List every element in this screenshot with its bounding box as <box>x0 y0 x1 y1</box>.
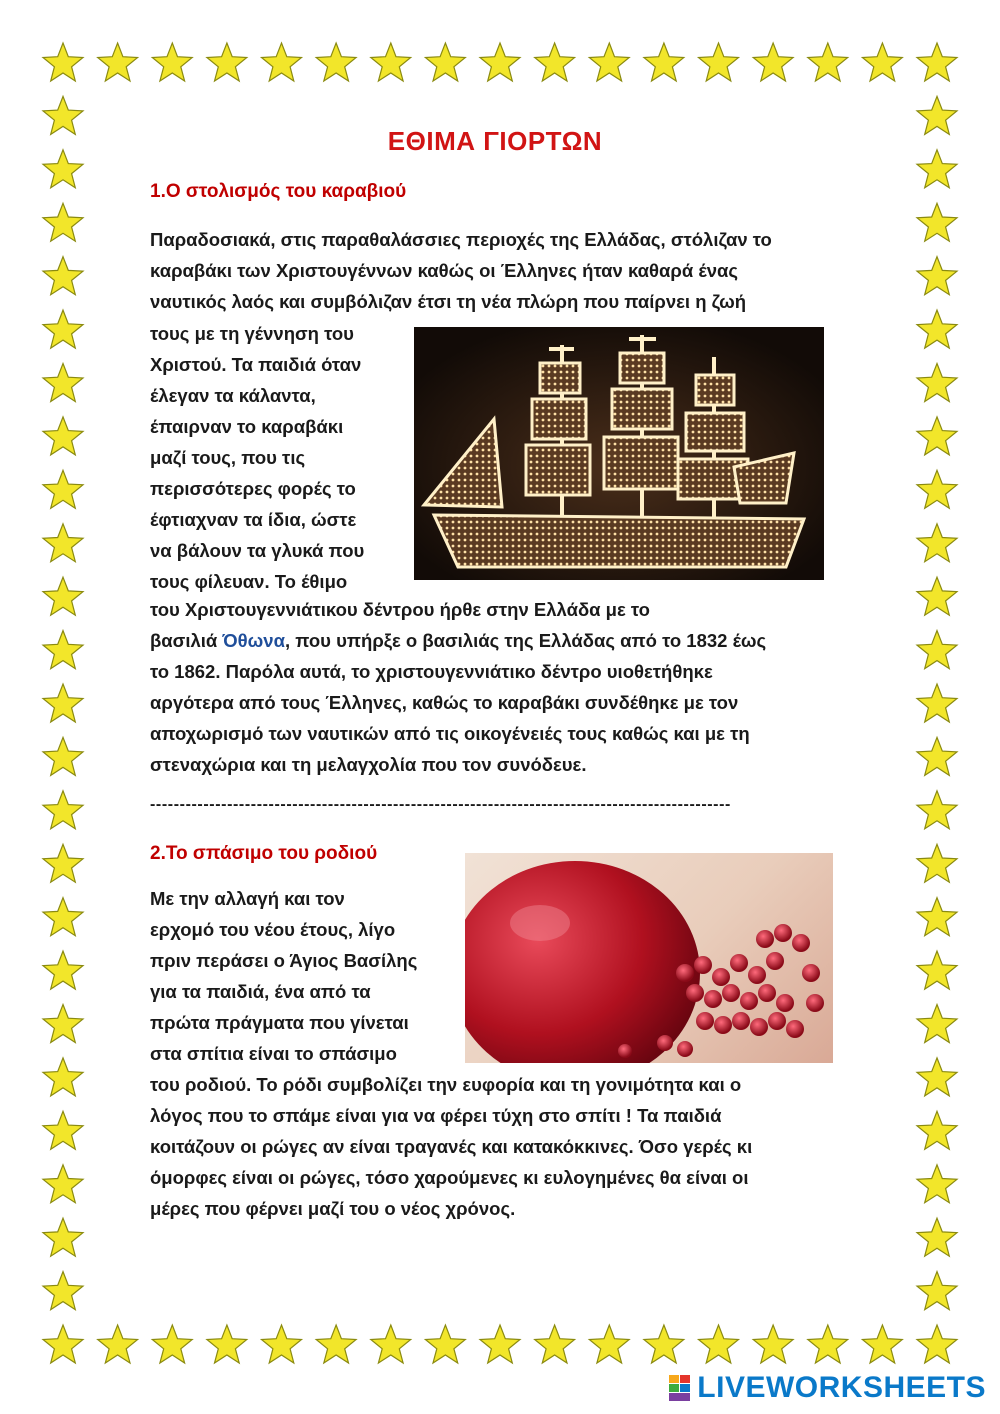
star-icon <box>43 43 83 81</box>
star-icon <box>753 43 793 81</box>
star-icon <box>43 1058 83 1096</box>
text-line: να βάλουν τα γλυκά που <box>150 540 365 561</box>
star-icon <box>371 43 411 81</box>
text-line: ναυτικός λαός και συμβόλιζαν έτσι τη νέα πλώρη που παίρνει η ζωή <box>150 291 747 312</box>
text-line: κοιτάζουν οι ρώγες αν είναι τραγανές και κατακόκκινες. Όσο γερές κι <box>150 1136 753 1157</box>
text-line: έπαιρναν το καραβάκι <box>150 416 344 437</box>
star-icon <box>43 1218 83 1256</box>
star-icon <box>917 470 957 508</box>
section-1-paragraph-wrap <box>150 318 364 597</box>
star-icon <box>917 684 957 722</box>
text-line: λόγος που το σπάμε είναι για να φέρει τύχη στο σπίτι ! Τα παιδιά <box>150 1105 722 1126</box>
text-line: τους φίλευαν. Το έθιμο <box>150 571 348 592</box>
star-icon <box>917 791 957 829</box>
star-icon <box>917 898 957 936</box>
star-icon <box>808 43 848 81</box>
star-icon <box>644 43 684 81</box>
text-line: όμορφες είναι οι ρώγες, τόσο χαρούμενες κι ευλογημένες θα είναι οι <box>150 1167 749 1188</box>
text-line: καραβάκι των Χριστουγέννων καθώς οι Έλληνες ήταν καθαρά ένας <box>150 260 739 281</box>
section-1-paragraph-bottom <box>150 594 766 780</box>
star-icon <box>43 96 83 134</box>
section-2-paragraph-wrap <box>150 883 417 1069</box>
star-icon <box>43 684 83 722</box>
brand-name: LIVEWORKSHEETS <box>697 1371 986 1404</box>
star-icon <box>43 524 83 562</box>
liveworksheets-icon <box>669 1375 691 1401</box>
text-line: αργότερα από τους Έλληνες, καθώς το καραβάκι συνδέθηκε με τον <box>150 692 739 713</box>
star-icon <box>917 417 957 455</box>
star-icon <box>808 1325 848 1363</box>
star-icon <box>43 257 83 295</box>
liveworksheets-logo[interactable] <box>669 1373 986 1403</box>
star-icon <box>917 43 957 81</box>
star-icon <box>43 364 83 402</box>
star-icon <box>480 1325 520 1363</box>
star-icon <box>316 1325 356 1363</box>
star-icon <box>152 43 192 81</box>
star-icon <box>152 1325 192 1363</box>
star-icon <box>207 1325 247 1363</box>
text-line: πρώτα πράγματα που γίνεται <box>150 1012 409 1033</box>
pomegranate-image <box>465 853 833 1063</box>
text-line: έφτιαχναν τα ίδια, ώστε <box>150 509 357 530</box>
star-icon <box>43 844 83 882</box>
star-icon <box>917 310 957 348</box>
text-line <box>150 625 766 656</box>
star-icon <box>43 1165 83 1203</box>
star-icon <box>917 631 957 669</box>
text-line: αποχωρισμό των ναυτικών από τις οικογένειές τους καθώς και με τη <box>150 723 750 744</box>
text-line: περισσότερες φορές το <box>150 478 356 499</box>
star-icon <box>917 96 957 134</box>
section-1-heading: 1.Ο στολισμός του καραβιού <box>150 181 407 202</box>
star-icon <box>43 1005 83 1043</box>
text-line: το 1862. Παρόλα αυτά, το χριστουγεννιάτικο δέντρο υιοθετήθηκε <box>150 661 713 682</box>
text-fragment: βασιλιά <box>150 630 223 651</box>
star-icon <box>589 43 629 81</box>
star-icon <box>480 43 520 81</box>
page-title: ΕΘΙΜΑ ΓΙΟΡΤΩΝ <box>387 126 603 156</box>
text-line: τους με τη γέννηση του <box>150 323 354 344</box>
star-icon <box>425 43 465 81</box>
star-icon <box>43 791 83 829</box>
star-icon <box>917 737 957 775</box>
star-icon <box>535 43 575 81</box>
section-1-paragraph-top <box>150 224 772 317</box>
star-icon <box>753 1325 793 1363</box>
star-icon <box>699 43 739 81</box>
star-icon <box>917 150 957 188</box>
star-icon <box>917 1058 957 1096</box>
star-icon <box>917 1272 957 1310</box>
star-icon <box>43 470 83 508</box>
star-icon <box>98 43 138 81</box>
section-2-paragraph-bottom <box>150 1069 752 1224</box>
star-icon <box>207 43 247 81</box>
othon-link[interactable]: Όθωνα <box>222 630 285 651</box>
text-line: για τα παιδιά, ένα από τα <box>150 981 371 1002</box>
star-icon <box>644 1325 684 1363</box>
text-line: Χριστού. Τα παιδιά όταν <box>150 354 362 375</box>
star-icon <box>699 1325 739 1363</box>
star-icon <box>862 43 902 81</box>
star-icon <box>425 1325 465 1363</box>
section-2-heading: 2.Το σπάσιμο του ροδιού <box>150 843 378 864</box>
star-icon <box>862 1325 902 1363</box>
star-icon <box>43 150 83 188</box>
star-icon <box>43 1272 83 1310</box>
star-icon <box>43 898 83 936</box>
star-icon <box>43 631 83 669</box>
text-line: Παραδοσιακά, στις παραθαλάσσιες περιοχές της Ελλάδας, στόλιζαν το <box>150 229 772 250</box>
star-icon <box>371 1325 411 1363</box>
star-icon <box>589 1325 629 1363</box>
star-icon <box>917 203 957 241</box>
text-line: πριν περάσει ο Άγιος Βασίλης <box>150 950 418 971</box>
text-line: στα σπίτια είναι το σπάσιμο <box>150 1043 397 1064</box>
star-icon <box>535 1325 575 1363</box>
star-icon <box>43 310 83 348</box>
star-icon <box>917 1005 957 1043</box>
star-icon <box>917 951 957 989</box>
star-icon <box>262 1325 302 1363</box>
star-icon <box>43 1325 83 1363</box>
text-line: του ροδιού. Το ρόδι συμβολίζει την ευφορία και τη γονιμότητα και ο <box>150 1074 742 1095</box>
star-icon <box>316 43 356 81</box>
christmas-ship-lights-image <box>414 327 824 580</box>
text-line: έλεγαν τα κάλαντα, <box>150 385 316 406</box>
text-line: μέρες που φέρνει μαζί του ο νέος χρόνος. <box>150 1198 516 1219</box>
star-icon <box>917 364 957 402</box>
star-icon <box>43 737 83 775</box>
text-line: στεναχώρια και τη μελαγχολία που τον συνόδευε. <box>150 754 587 775</box>
text-fragment: , που υπήρξε ο βασιλιάς της Ελλάδας από το 1832 έως <box>284 630 767 651</box>
text-line: του Χριστουγεννιάτικου δέντρου ήρθε στην Ελλάδα με το <box>150 599 650 620</box>
star-icon <box>917 1165 957 1203</box>
star-icon <box>917 1218 957 1256</box>
star-icon <box>262 43 302 81</box>
star-icon <box>43 577 83 615</box>
star-icon <box>917 524 957 562</box>
star-icon <box>43 417 83 455</box>
text-line: μαζί τους, που τις <box>150 447 306 468</box>
star-icon <box>43 951 83 989</box>
star-icon <box>43 203 83 241</box>
text-line: ερχομό του νέου έτους, λίγο <box>150 919 396 940</box>
star-icon <box>917 844 957 882</box>
star-icon <box>43 1111 83 1149</box>
star-icon <box>98 1325 138 1363</box>
star-icon <box>917 1325 957 1363</box>
section-divider: -------------------------------------------------------------------------------------------------- <box>150 796 731 813</box>
star-icon <box>917 257 957 295</box>
star-icon <box>917 577 957 615</box>
star-icon <box>917 1111 957 1149</box>
text-line: Με την αλλαγή και τον <box>150 888 345 909</box>
